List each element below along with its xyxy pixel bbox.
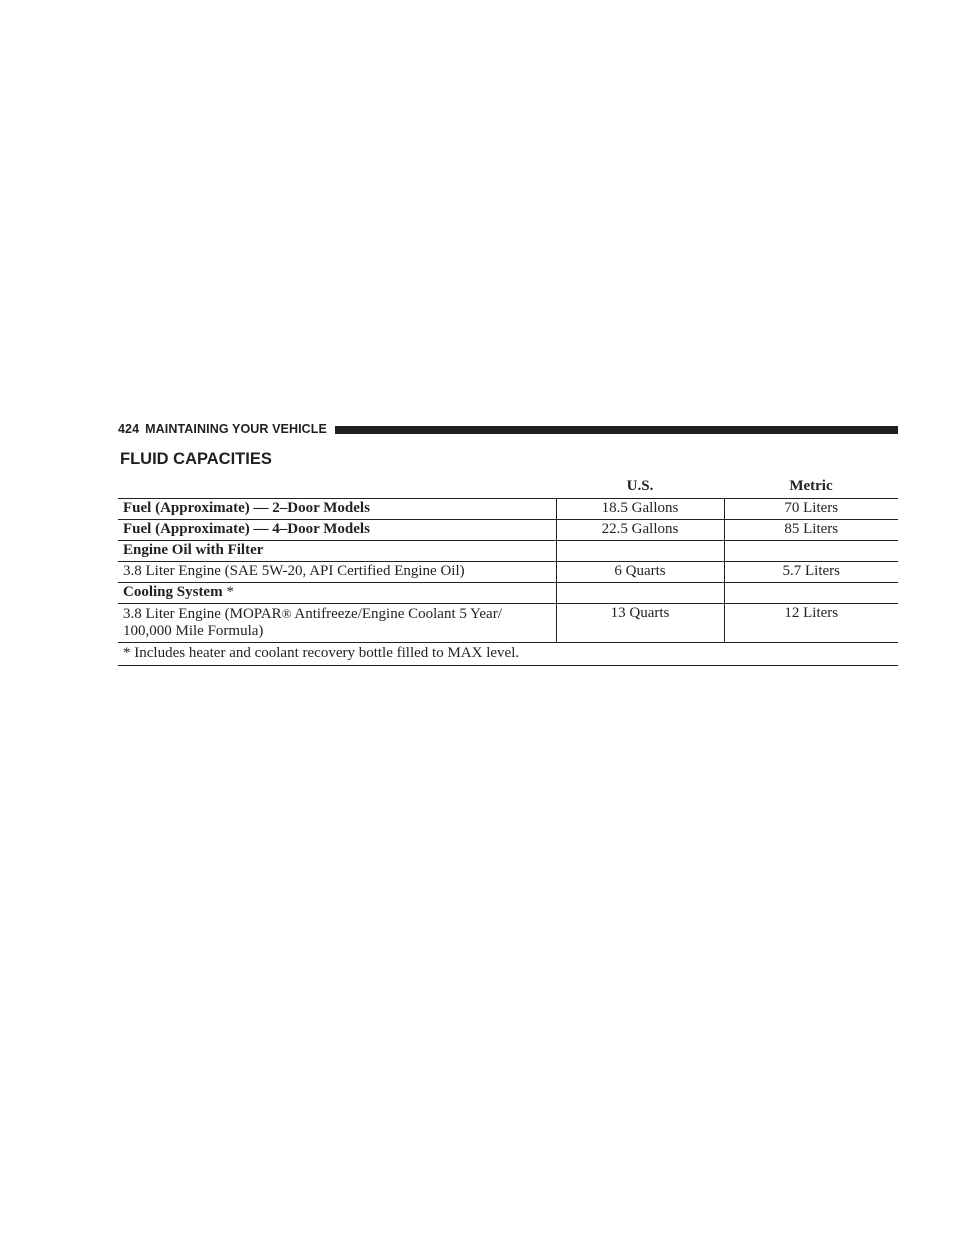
row-us-value: 6 Quarts bbox=[556, 562, 724, 583]
row-metric-value bbox=[724, 541, 898, 562]
row-us-value: 13 Quarts bbox=[556, 604, 724, 643]
row-label-cell bbox=[118, 604, 556, 643]
row-metric-value: 85 Liters bbox=[724, 520, 898, 541]
footnote-row bbox=[118, 643, 898, 666]
table-row bbox=[118, 520, 898, 541]
column-header-metric: Metric bbox=[724, 476, 898, 499]
table-row bbox=[118, 541, 898, 562]
row-metric-value: 70 Liters bbox=[724, 499, 898, 520]
row-label: Fuel (Approximate) — 2–Door Models bbox=[118, 499, 556, 520]
table-header-row bbox=[118, 476, 898, 499]
header-rule bbox=[335, 426, 898, 434]
row-us-value: 22.5 Gallons bbox=[556, 520, 724, 541]
row-us-value bbox=[556, 541, 724, 562]
fluid-capacities-table bbox=[118, 476, 898, 666]
row-metric-value bbox=[724, 583, 898, 604]
row-label: 3.8 Liter Engine (SAE 5W-20, API Certified Engine Oil) bbox=[118, 562, 556, 583]
page-header-text bbox=[118, 422, 327, 436]
column-header-us: U.S. bbox=[556, 476, 724, 499]
row-label: Engine Oil with Filter bbox=[118, 541, 556, 562]
row-label-line1: 3.8 Liter Engine (MOPAR bbox=[123, 606, 282, 622]
table-row bbox=[118, 499, 898, 520]
footnote: * Includes heater and coolant recovery bottle filled to MAX level. bbox=[118, 643, 898, 666]
row-metric-value: 5.7 Liters bbox=[724, 562, 898, 583]
row-label-line1-rest: Antifreeze/Engine Coolant 5 Year/ bbox=[291, 606, 502, 622]
section-title: FLUID CAPACITIES bbox=[120, 450, 272, 468]
section-name: MAINTAINING YOUR VEHICLE bbox=[145, 422, 327, 436]
row-label-line2: 100,000 Mile Formula) bbox=[123, 623, 264, 639]
table-row bbox=[118, 604, 898, 643]
row-us-value bbox=[556, 583, 724, 604]
registered-mark: ® bbox=[281, 606, 292, 621]
row-metric-value: 12 Liters bbox=[724, 604, 898, 643]
table-row bbox=[118, 583, 898, 604]
footnote-marker: * bbox=[222, 584, 234, 600]
row-label-cell bbox=[118, 583, 556, 604]
column-header-item bbox=[118, 476, 556, 499]
page-header bbox=[118, 420, 898, 438]
row-label: Cooling System bbox=[123, 584, 223, 600]
row-us-value: 18.5 Gallons bbox=[556, 499, 724, 520]
table-row bbox=[118, 562, 898, 583]
page-number: 424 bbox=[118, 422, 140, 436]
row-label: Fuel (Approximate) — 4–Door Models bbox=[118, 520, 556, 541]
